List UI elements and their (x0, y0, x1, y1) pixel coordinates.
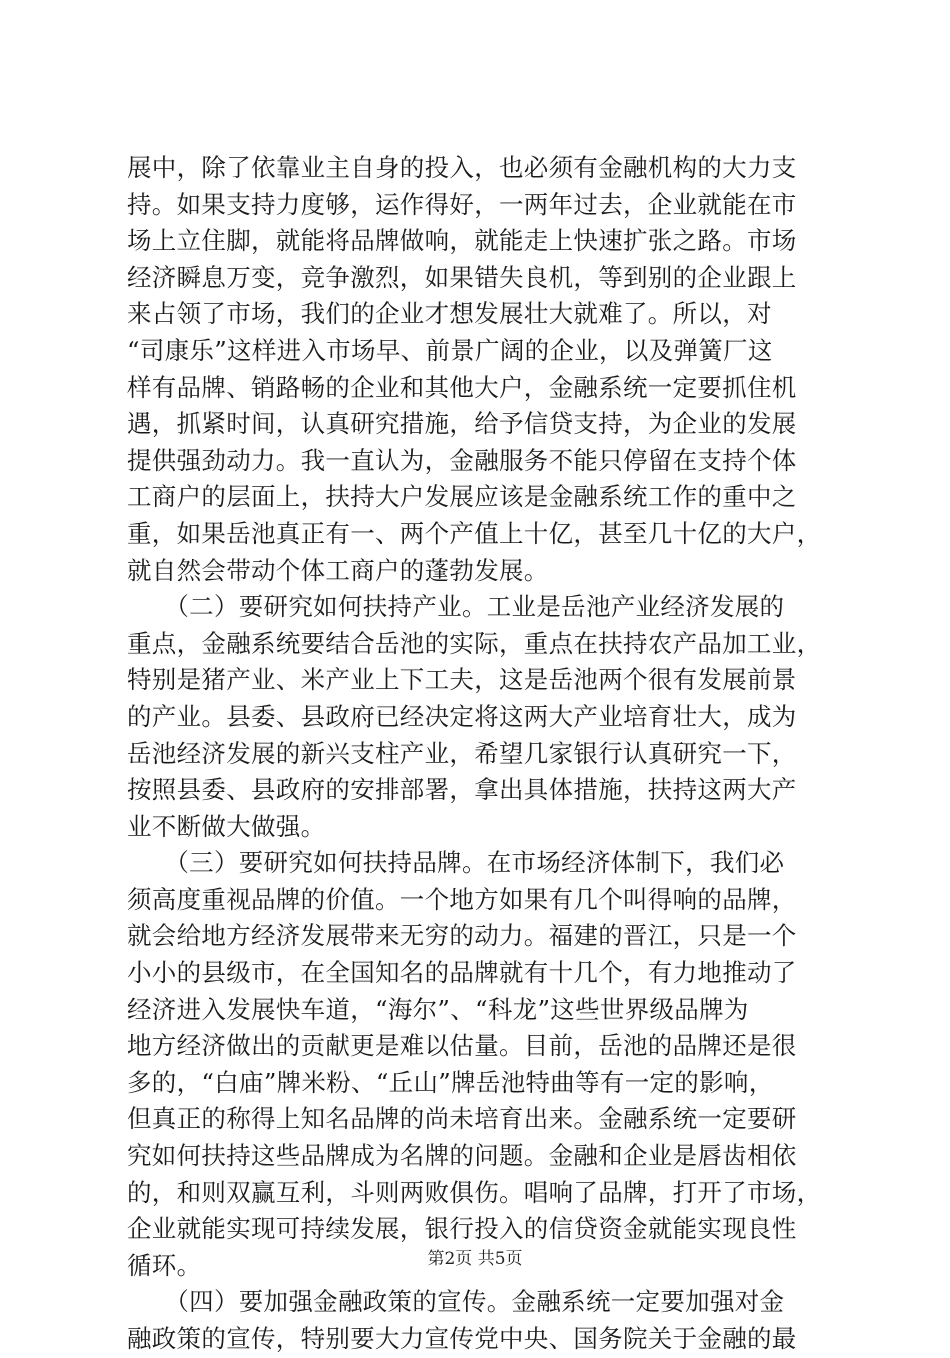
text-line: 循环。 (127, 1250, 202, 1280)
text-line: 经济进入发展快车道，“海尔”、“科龙”这些世界级品牌为 (127, 994, 749, 1024)
text-line: 持。如果支持力度够，运作得好，一两年过去，企业就能在市 (127, 189, 797, 219)
text-line: 的产业。县委、县政府已经决定将这两大产业培育壮大，成为 (127, 701, 797, 731)
text-line: 岳池经济发展的新兴支柱产业，希望几家银行认真研究一下， (127, 738, 797, 768)
text-line: （四）要加强金融政策的宣传。金融系统一定要加强对金 (127, 1287, 785, 1317)
text-line: 展中，除了依靠业主自身的投入，也必须有金融机构的大力支 (127, 153, 797, 182)
text-line: 就自然会带动个体工商户的蓬勃发展。 (127, 555, 549, 585)
text-line: 但真正的称得上知名品牌的尚未培育出来。金融系统一定要研 (127, 1104, 797, 1134)
text-line: “司康乐”这样进入市场早、前景广阔的企业，以及弹簧厂这 (127, 335, 773, 365)
body-text (127, 150, 827, 1358)
text-line: 的，和则双赢互利，斗则两败俱伤。唱响了品牌，打开了市场， (127, 1177, 822, 1207)
text-line: 按照县委、县政府的安排部署，拿出具体措施，扶持这两大产 (127, 775, 797, 805)
text-line: 工商户的层面上，扶持大户发展应该是金融系统工作的重中之 (127, 482, 797, 512)
text-line: 多的，“白庙”牌米粉、“丘山”牌岳池特曲等有一定的影响， (127, 1067, 774, 1097)
text-line: （三）要研究如何扶持品牌。在市场经济体制下，我们必 (127, 848, 785, 878)
text-line: 重点，金融系统要结合岳池的实际，重点在扶持农产品加工业， (127, 628, 822, 658)
text-line: 地方经济做出的贡献更是难以估量。目前，岳池的品牌还是很 (127, 1031, 797, 1061)
text-line: 遇，抓紧时间，认真研究措施，给予信贷支持，为企业的发展 (127, 409, 797, 439)
text-line: 经济瞬息万变，竞争激烈，如果错失良机，等到别的企业跟上 (127, 262, 797, 292)
page-footer: 第2页 共5页 (427, 1249, 523, 1269)
text-line: 提供强劲动力。我一直认为，金融服务不能只停留在支持个体 (127, 445, 797, 475)
text-line: 融政策的宣传，特别要大力宣传党中央、国务院关于金融的最 (127, 1324, 797, 1353)
text-line: 重，如果岳池真正有一、两个产值上十亿，甚至几十亿的大户， (127, 518, 822, 548)
text-line: 来占领了市场，我们的企业才想发展壮大就难了。所以，对 (127, 299, 772, 329)
text-line: 小小的县级市，在全国知名的品牌就有十几个，有力地推动了 (127, 958, 797, 988)
text-line: 究如何扶持这些品牌成为名牌的问题。金融和企业是唇齿相依 (127, 1141, 797, 1171)
text-line: 业不断做大做强。 (127, 811, 326, 841)
text-line: 场上立住脚，就能将品牌做响，就能走上快速扩张之路。市场 (127, 226, 797, 256)
text-line: 须高度重视品牌的价值。一个地方如果有几个叫得响的品牌， (127, 884, 797, 914)
text-line: 特别是猪产业、米产业上下工夫，这是岳池两个很有发展前景 (127, 665, 797, 695)
text-line: 就会给地方经济发展带来无穷的动力。福建的晋江，只是一个 (127, 921, 797, 951)
text-line: 样有品牌、销路畅的企业和其他大户，金融系统一定要抓住机 (127, 372, 797, 402)
text-line: 企业就能实现可持续发展，银行投入的信贷资金就能实现良性 (127, 1214, 797, 1244)
text-line: （二）要研究如何扶持产业。工业是岳池产业经济发展的 (127, 592, 785, 622)
